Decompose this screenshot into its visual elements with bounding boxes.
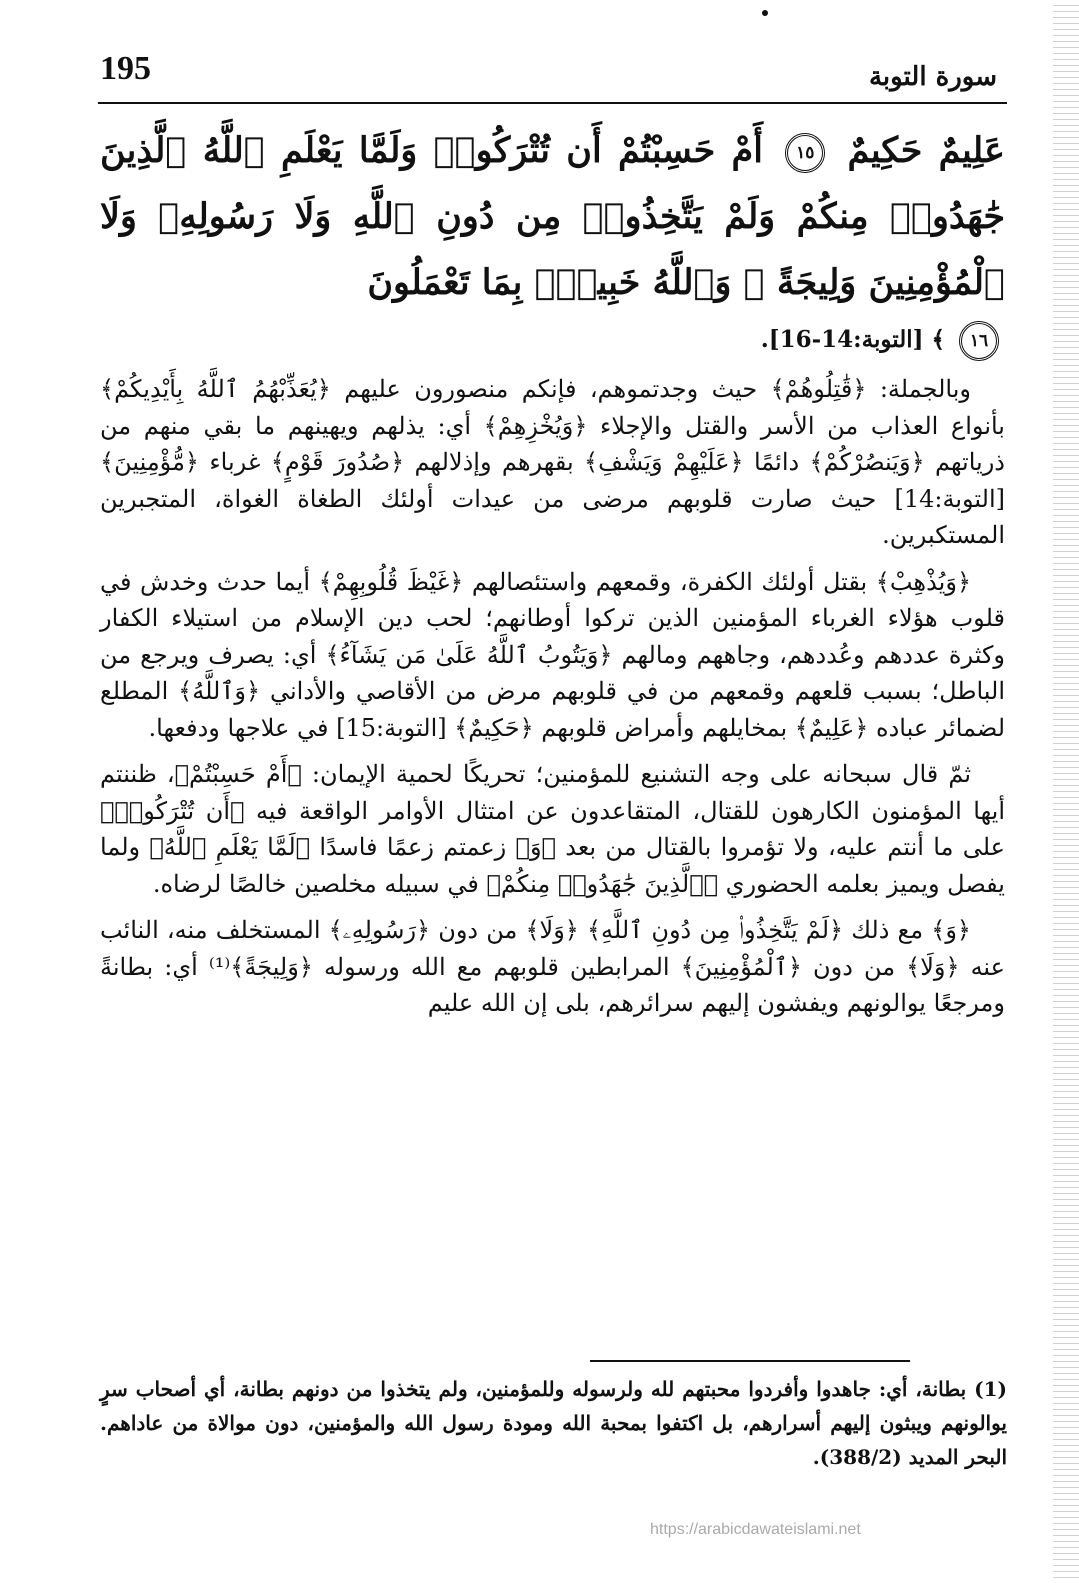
- verse-reference-line: [100, 320, 1005, 361]
- verse-reference: ﴾ [التوبة:14-16].: [760, 326, 945, 353]
- commentary-paragraph: وبالجملة: ﴿قَٰتِلُوهُمْ﴾ حيث وجدتموهم، فإنكم منصورون عليهم ﴿يُعَذِّبْهُمُ ٱللَّهُ بِأَيْدِيكُمْ﴾ بأنواع العذاب من الأسر والقتل والإجلاء ﴿وَيُخْزِهِمْ﴾ أي: يذلهم ويهينهم ما بقي منهم من ذرياتهم ﴿وَيَنصُرْكُمْ﴾ دائمًا ﴿عَلَيْهِمْ وَيَشْفِ﴾ بقهرهم وإذلالهم ﴿صُدُورَ قَوْمٍ﴾ غرباء ﴿مُّؤْمِنِينَ﴾ [التوبة:14] حيث صارت قلوبهم مرضى من عيدات أولئك الطغاة الغواة، المتجبرين المستكبرين.: [100, 375, 1005, 549]
- quran-verse-block: [100, 118, 1005, 316]
- commentary-paragraph: ﴿وَيُذْهِبْ﴾ بقتل أولئك الكفرة، وقمعهم واستئصالهم ﴿غَيْظَ قُلُوبِهِمْ﴾ أيما حدث وخدش في قلوب هؤلاء الغرباء المؤمنين الذين تركوا أوطانهم؛ لحب دين الإسلام من استيلاء الكفار وكثرة عددهم وعُددهم، وجاههم ومالهم ﴿وَيَتُوبُ ٱللَّهُ عَلَىٰ مَن يَشَآءُ﴾ أي: يصرف ويرجع من الباطل؛ بسبب قلعهم وقمعهم من في قلوبهم مرض من الأقاصي والأداني ﴿وَٱللَّهُ﴾ المطلع لضمائر عباده ﴿عَلِيمٌ﴾ بمخايلهم وأمراض قلوبهم ﴿حَكِيمٌ﴾ [التوبة:15] في علاجها ودفعها.: [100, 567, 1005, 742]
- header-divider: [98, 102, 1007, 104]
- page-body: [100, 118, 1005, 1032]
- verse-text: أَمْ حَسِبْتُمْ أَن تُتْرَكُوا۟ وَلَمَّا يَعْلَمِ ٱللَّهُ ٱلَّذِينَ جَٰهَدُوا۟ مِنكُمْ: [100, 130, 1005, 237]
- commentary-paragraph: ثمّ قال سبحانه على وجه التشنيع للمؤمنين؛ تحريكًا لحمية الإيمان: ﴿أَمْ حَسِبْتُمْ﴾، ظننتم أيها المؤمنون الكارهون للقتال، المتقاعدون عن امتثال الأوامر الواقعة فيه ﴿أَن تُتْرَكُوا۟﴾ على ما أنتم عليه، ولا تؤمروا بالقتال من بعد ﴿وَ﴾ زعمتم زعمًا فاسدًا ﴿لَمَّا يَعْلَمِ ٱللَّهُ﴾ ولما يفصل ويميز بعلمه الحضوري ﴿ٱلَّذِينَ جَٰهَدُوا۟ مِنكُمْ﴾ في سبيله مخلصين خالصًا لرضاه.: [100, 760, 1005, 898]
- ink-dot: [762, 10, 768, 16]
- footnote-divider: [590, 1360, 910, 1362]
- watermark-url: https://arabicdawateislami.net: [650, 1521, 861, 1538]
- verse-number-15: ١٥: [785, 133, 825, 173]
- page-edge: [1053, 0, 1079, 1583]
- page-number: 195: [100, 50, 151, 87]
- surah-title: سورة التوبة: [868, 62, 997, 92]
- footnote: (1) بطانة، أي: جاهدوا وأفردوا محبتهم لله ولرسوله وللمؤمنين، ولم يتخذوا من دونهم بطانة، أي أصحاب سرٍ يوالونهم ويبثون إليهم أسرارهم، بل اكتفوا بمحبة الله ومودة رسول الله والمؤمنين، دون موالاة من عاداهم. البحر المديد (388/2).: [100, 1377, 1007, 1469]
- verse-number-16: ١٦: [959, 321, 999, 361]
- verse-text: وَلَمْ يَتَّخِذُوا۟ مِن دُونِ ٱللَّهِ وَلَا رَسُولِهِۦ وَلَا ٱلْمُؤْمِنِينَ وَلِيجَةً ۚ وَٱللَّهُ خَبِيرٌۢ بِمَا تَعْمَلُونَ: [100, 196, 1005, 303]
- commentary-paragraph: ﴿وَ﴾ مع ذلك ﴿لَمْ يَتَّخِذُوا۟ مِن دُونِ ٱللَّهِ﴾ ﴿وَلَا﴾ من دون ﴿رَسُولِهِۦ﴾ المستخلف منه، النائب عنه ﴿وَلَا﴾ من دون ﴿ٱلْمُؤْمِنِينَ﴾ المرابطين قلوبهم مع الله ورسوله ﴿وَلِيجَةً﴾⁽¹⁾ أي: بطانةً ومرجعًا يوالونهم ويفشون إليهم سرائرهم، بلى إن الله عليم: [100, 916, 1005, 1017]
- verse-text: عَلِيمٌ حَكِيمٌ: [847, 130, 1005, 171]
